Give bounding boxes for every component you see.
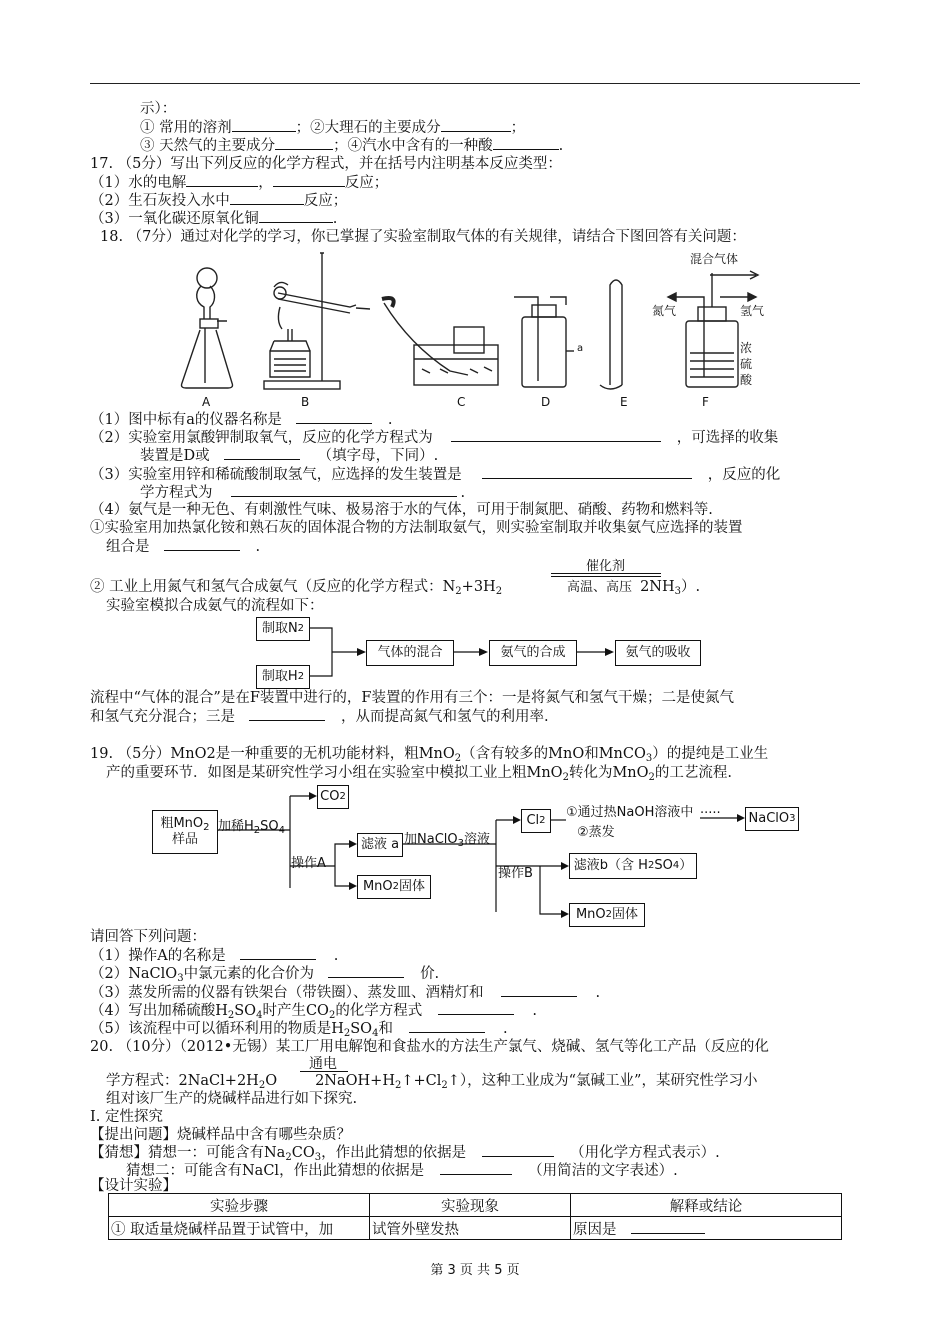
q19-part2: （2）NaClO$_3$中氯元素的化合价为 价. [90, 966, 440, 984]
flow-box-ammonia-absorption: 氨气的吸收 [615, 640, 701, 666]
flow-box-mno2-solid-b: MnO 2 固体 [569, 903, 645, 927]
table-cell: 试管外壁发热 [370, 1217, 571, 1240]
answer-blank[interactable] [438, 1001, 514, 1015]
q18-part4: （4）氨气是一种无色、有刺激性气味、极易溶于水的气体，可用于制氮肥、硝酸、药物和燃料等. [90, 502, 713, 518]
flow-box-make-n2: 制取N 2 [256, 617, 310, 641]
flow-label-add-naclo3: 加NaClO$_3$溶液 [404, 832, 491, 849]
apparatus-label-a: A [202, 395, 211, 409]
flow-box-naclo3: NaClO 3 [745, 807, 799, 831]
flow-box-filtrate-a: 滤液 a [357, 833, 403, 857]
q18-part2-cont: 装置是D或 （填字母，下同）. [140, 448, 439, 464]
q20-equation: 学方程式：$2NaCl+2H_2O$ $2NaOH+H_2↑+Cl_2↑$），这种工业成为“氯碱工业”，某研究性学习小 [106, 1073, 758, 1091]
table-header: 实验步骤 [109, 1194, 370, 1217]
table-cell: 原因是 [571, 1217, 842, 1240]
answer-blank[interactable] [501, 983, 577, 997]
catalyst-label: 催化剂 [586, 559, 626, 574]
label-conc-acid: 浓 硫 酸 [740, 341, 753, 387]
q18-c1-cont: 组合是 . [106, 539, 261, 555]
q19-part3: （3）蒸发所需的仪器有铁架台（带铁圈）、蒸发皿、酒精灯和 . [90, 985, 601, 1001]
answer-blank[interactable] [631, 1220, 705, 1234]
q20-heading: 20. （10分）（2012•无锡）某工厂用电解饱和食盐水的方法生产氯气、烧碱、氢气等化工产品（反应的化 [90, 1039, 769, 1055]
q16-line2: ③ 天然气的主要成分 ；④汽水中含有的一种酸 . [140, 138, 564, 154]
q18-flow-text1: 流程中“气体的混合”是在F装置中进行的，F装置的作用有三个：一是将氮气和氢气干燥；二是使氮气 [90, 690, 734, 706]
flow-box-filtrate-b: 滤液b（含 H 2 SO 4 ） [569, 853, 697, 879]
q20-question: 【提出问题】烧碱样品中含有哪些杂质？ [90, 1127, 351, 1143]
table-row [109, 1217, 842, 1240]
flow-box-make-h2: 制取H 2 [256, 665, 310, 689]
flow-box-gas-mixing: 气体的混合 [366, 640, 454, 666]
q20-guess1: 【猜想】猜想一：可能含有$Na_2CO_3$，作出此猜想的依据是 （用化学方程式表示）. [90, 1145, 720, 1163]
q19-part1: （1）操作A的名称是 . [90, 948, 339, 964]
q17-part1: （1）水的电解 ， 反应； [90, 175, 389, 191]
q19-heading-cont: 产的重要环节．如图是某研究性学习小组在实验室中模拟工业上粗MnO$_2$转化为MnO$_2$的工艺流程. [106, 765, 733, 783]
flow-label-step2: ②蒸发 [577, 825, 615, 840]
q20-design: 【设计实验】 [90, 1178, 177, 1194]
q17-part3: （3）一氧化碳还原氧化铜 . [90, 211, 338, 227]
q18-c2: ② 工业上用氮气和氢气合成氨气（反应的化学方程式：$N_2+3H_2$ $2NH_3$）. [90, 579, 701, 597]
q18-flow-text2: 和氢气充分混合；三是 ，从而提高氮气和氢气的利用率. [90, 709, 549, 725]
q18-c2-cont: 实验室模拟合成氨气的流程如下： [106, 598, 324, 614]
flow-box-co2: CO 2 [317, 785, 349, 809]
apparatus-label-f: F [702, 395, 709, 409]
electrolysis-condition: 通电 [309, 1056, 337, 1072]
table-header-row [109, 1194, 842, 1217]
label-mixed-gas: 混合气体 [690, 252, 739, 266]
flow-dots: ····· [700, 806, 721, 821]
q19-part5: （5）该流程中可以循环利用的物质是$H_2SO_4$和 . [90, 1021, 508, 1039]
q18-part3: （3）实验室用锌和稀硫酸制取氢气，应选择的发生装置是 ，反应的化 [90, 467, 781, 483]
answer-blank[interactable] [409, 1019, 485, 1033]
q18-c1: ①实验室用加热氯化铵和熟石灰的固体混合物的方法制取氨气，则实验室制取并收集氨气应选择的装置 [90, 520, 743, 536]
apparatus-label-e: E [620, 395, 628, 409]
label-nitrogen: 氮气 [652, 304, 677, 318]
table-cell: ① 取适量烧碱样品置于试管中，加 [109, 1217, 370, 1240]
answer-blank[interactable] [440, 1161, 512, 1175]
q19-heading: 19. （5分）MnO2是一种重要的无机功能材料，粗MnO$_2$（含有较多的MnO和MnCO$_3$）的提纯是工业生 [90, 746, 769, 764]
flow-label-operation-a: 操作A [291, 856, 326, 871]
flow-label-operation-b: 操作B [498, 866, 533, 881]
answer-blank[interactable] [482, 1143, 554, 1157]
q20-section-title: I. 定性探究 [90, 1109, 163, 1125]
q16-line1: ① 常用的溶剂 ；②大理石的主要成分 ； [140, 120, 526, 136]
page-footer: 第 3 页 共 5 页 [430, 1263, 520, 1278]
q20-guess2: 猜想二：可能含有NaCl，作出此猜想的依据是 （用简洁的文字表述）. [126, 1163, 678, 1179]
label-instrument-a: a [577, 343, 584, 354]
apparatus-label-b: B [301, 395, 310, 409]
q18-part3-cont: 学方程式为 . [140, 485, 466, 501]
flow-box-mno2-solid-a: MnO 2 固体 [357, 875, 431, 899]
experiment-table [108, 1193, 842, 1240]
answer-blank[interactable] [240, 946, 316, 960]
q17-heading: 17. （5分）写出下列反应的化学方程式，并在括号内注明基本反应类型： [90, 156, 562, 172]
condition-label: 高温、高压 [567, 580, 633, 595]
apparatus-label-c: C [457, 395, 466, 409]
flow-label-add-acid: 加稀$H_2SO_4$ [218, 819, 286, 836]
q18-heading: 18. （7分）通过对化学的学习，你已掌握了实验室制取气体的有关规律，请结合下图回答有关问题： [100, 229, 746, 245]
flow-box-cl2: Cl 2 [521, 809, 551, 833]
q18-part2: （2）实验室用氯酸钾制取氧气，反应的化学方程式为 ，可选择的收集 [90, 430, 779, 446]
label-hydrogen: 氢气 [740, 304, 765, 318]
table-header: 实验现象 [370, 1194, 571, 1217]
q20-line3: 组对该厂生产的烧碱样品进行如下探究. [106, 1091, 358, 1107]
q19-ask: 请回答下列问题： [90, 929, 206, 945]
q19-part4: （4）写出加稀硫酸$H_2SO_4$时产生$CO_2$的化学方程式 . [90, 1003, 537, 1021]
flow-box-raw-mno2: 粗MnO$_2$ 样品 [152, 810, 218, 854]
apparatus-label-d: D [541, 395, 551, 409]
flow-box-ammonia-synthesis: 氨气的合成 [489, 640, 577, 666]
flow-label-step1: ①通过热NaOH溶液中 [566, 805, 694, 820]
q17-part2: （2）生石灰投入水中 反应； [90, 193, 348, 209]
q16-cont: 示）： [140, 101, 177, 117]
answer-blank[interactable] [328, 964, 404, 978]
table-header: 解释或结论 [571, 1194, 842, 1217]
q18-part1: （1）图中标有a的仪器名称是 . [90, 412, 393, 428]
